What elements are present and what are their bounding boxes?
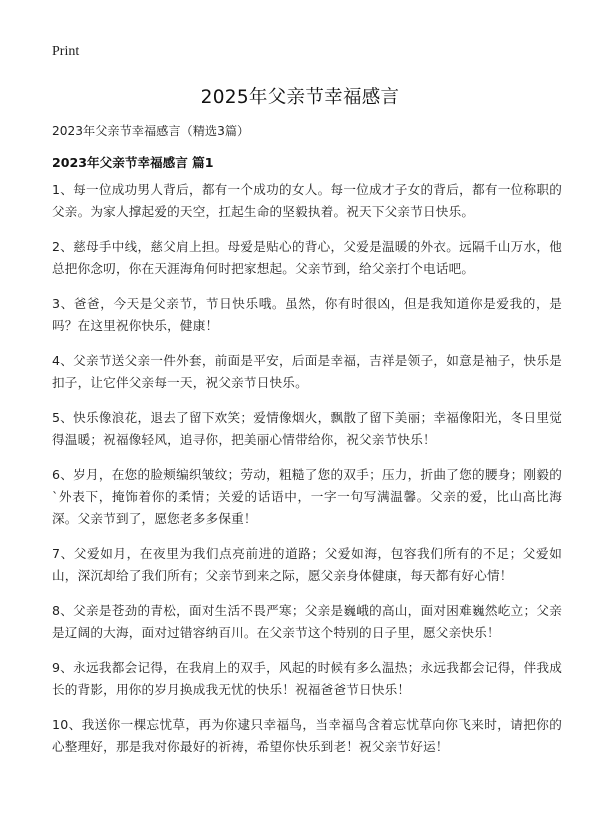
print-link[interactable]: Print [52,44,80,59]
list-item: 3、爸爸，今天是父亲节，节日快乐哦。虽然，你有时很凶，但是我知道你是爱我的，是吗？在这里祝你快乐，健康！ [52,296,562,333]
list-item: 9、永远我都会记得，在我肩上的双手，风起的时候有多么温热；永远我都会记得，伴我成长的背影，用你的岁月换成我无忧的快乐！祝福爸爸节日快乐！ [52,660,562,697]
document-subtitle: 2023年父亲节幸福感言（精选3篇） [52,124,250,138]
list-item: 5、快乐像浪花，退去了留下欢笑；爱情像烟火，飘散了留下美丽；幸福像阳光，冬日里觉得温暖；祝福像轻风，追寻你，把美丽心情带给你，祝父亲节快乐！ [52,410,562,447]
list-item: 7、父爱如月，在夜里为我们点亮前进的道路；父爱如海，包容我们所有的不足；父爱如山，深沉却给了我们所有；父亲节到来之际，愿父亲身体健康，每天都有好心情！ [52,546,562,583]
list-item: 6、岁月，在您的脸颊编织皱纹；劳动，粗糙了您的双手；压力，折曲了您的腰身；刚毅的`外表下，掩饰着你的柔情；关爱的话语中，一字一句写满温馨。父亲的爱，比山高比海深。父亲节到了，愿您老多多保重！ [52,467,562,526]
list-item: 1、每一位成功男人背后，都有一个成功的女人。每一位成才子女的背后，都有一位称职的父亲。为家人撑起爱的天空，扛起生命的坚毅执着。祝天下父亲节日快乐。 [52,182,562,219]
page-title: 2025年父亲节幸福感言 [200,87,400,108]
list-item: 8、父亲是苍劲的青松，面对生活不畏严寒；父亲是巍峨的高山，面对困难巍然屹立；父亲是辽阔的大海，面对过错容纳百川。在父亲节这个特别的日子里，愿父亲快乐！ [52,603,562,640]
list-item: 4、父亲节送父亲一件外套，前面是平安，后面是幸福，吉祥是领子，如意是袖子，快乐是扣子，让它伴父亲每一天，祝父亲节日快乐。 [52,353,562,390]
list-item: 2、慈母手中线，慈父肩上担。母爱是贴心的背心，父爱是温暖的外衣。远隔千山万水，他总把你念叨，你在天涯海角何时把家想起。父亲节到，给父亲打个电话吧。 [52,239,562,276]
greeting-list [52,179,562,771]
section-heading: 2023年父亲节幸福感言 篇1 [52,155,214,170]
list-item: 10、我送你一棵忘忧草，再为你逮只幸福鸟，当幸福鸟含着忘忧草向你飞来时，请把你的心整理好，那是我对你最好的祈祷，希望你快乐到老！祝父亲节好运！ [52,717,562,754]
